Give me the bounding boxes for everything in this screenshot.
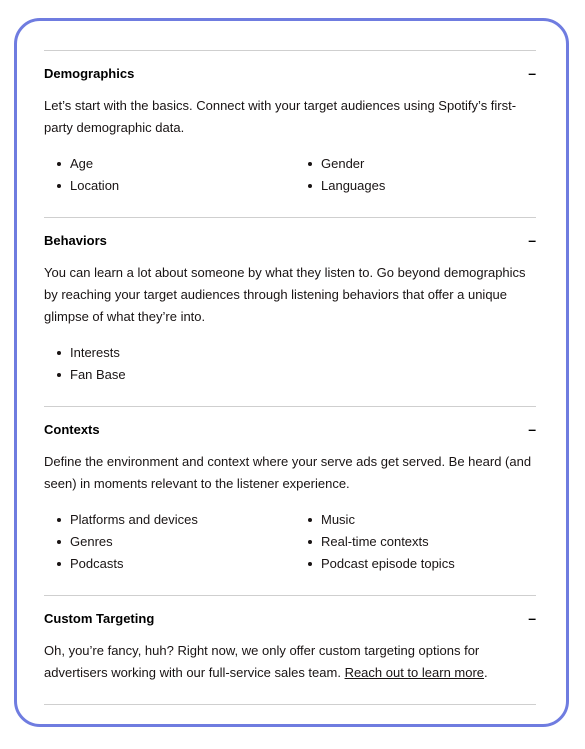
bottom-divider (44, 704, 536, 705)
bullet-list (44, 342, 536, 386)
list-item: Music (295, 509, 536, 531)
collapse-icon[interactable]: – (528, 232, 536, 248)
bullet-list (44, 509, 536, 575)
list-item: Languages (295, 175, 536, 197)
section-behaviors (44, 217, 536, 406)
list-item: Age (44, 153, 295, 175)
section-demographics (44, 50, 536, 217)
bullet-list (44, 153, 536, 197)
section-description (44, 640, 536, 684)
collapse-icon[interactable]: – (528, 65, 536, 81)
list-item: Gender (295, 153, 536, 175)
collapse-icon[interactable]: – (528, 421, 536, 437)
section-header-custom-targeting[interactable] (44, 596, 536, 640)
list-item: Podcast episode topics (295, 553, 536, 575)
section-title: Demographics (44, 65, 135, 81)
section-title: Contexts (44, 421, 100, 437)
section-description: You can learn a lot about someone by what they listen to. Go beyond demographics by reaching your target audiences through listening behaviors that offer a unique glimpse of what they’re into. (44, 265, 526, 324)
list-item: Genres (44, 531, 295, 553)
list-item: Location (44, 175, 295, 197)
reach-out-link[interactable]: Reach out to learn more (344, 665, 485, 680)
list-item: Fan Base (44, 364, 536, 386)
list-item: Real-time contexts (295, 531, 536, 553)
list-item: Podcasts (44, 553, 295, 575)
section-description: Let’s start with the basics. Connect with your target audiences using Spotify’s first-party demographic data. (44, 98, 517, 135)
list-item: Platforms and devices (44, 509, 295, 531)
section-contexts (44, 406, 536, 595)
list-item: Interests (44, 342, 536, 364)
section-header-contexts[interactable] (44, 407, 536, 451)
section-header-behaviors[interactable] (44, 218, 536, 262)
section-custom-targeting (44, 595, 536, 704)
description-text: Oh, you’re fancy, huh? Right now, we only offer custom targeting options for advertisers working with our full-service sales team. (44, 643, 480, 680)
targeting-accordion (44, 50, 536, 705)
section-description: Define the environment and context where your serve ads get served. Be heard (and seen) in moments relevant to the listener experience. (44, 454, 532, 491)
link-suffix: . (484, 665, 488, 680)
section-header-demographics[interactable] (44, 51, 536, 95)
section-title: Behaviors (44, 232, 107, 248)
section-title: Custom Targeting (44, 610, 155, 626)
collapse-icon[interactable]: – (528, 610, 536, 626)
